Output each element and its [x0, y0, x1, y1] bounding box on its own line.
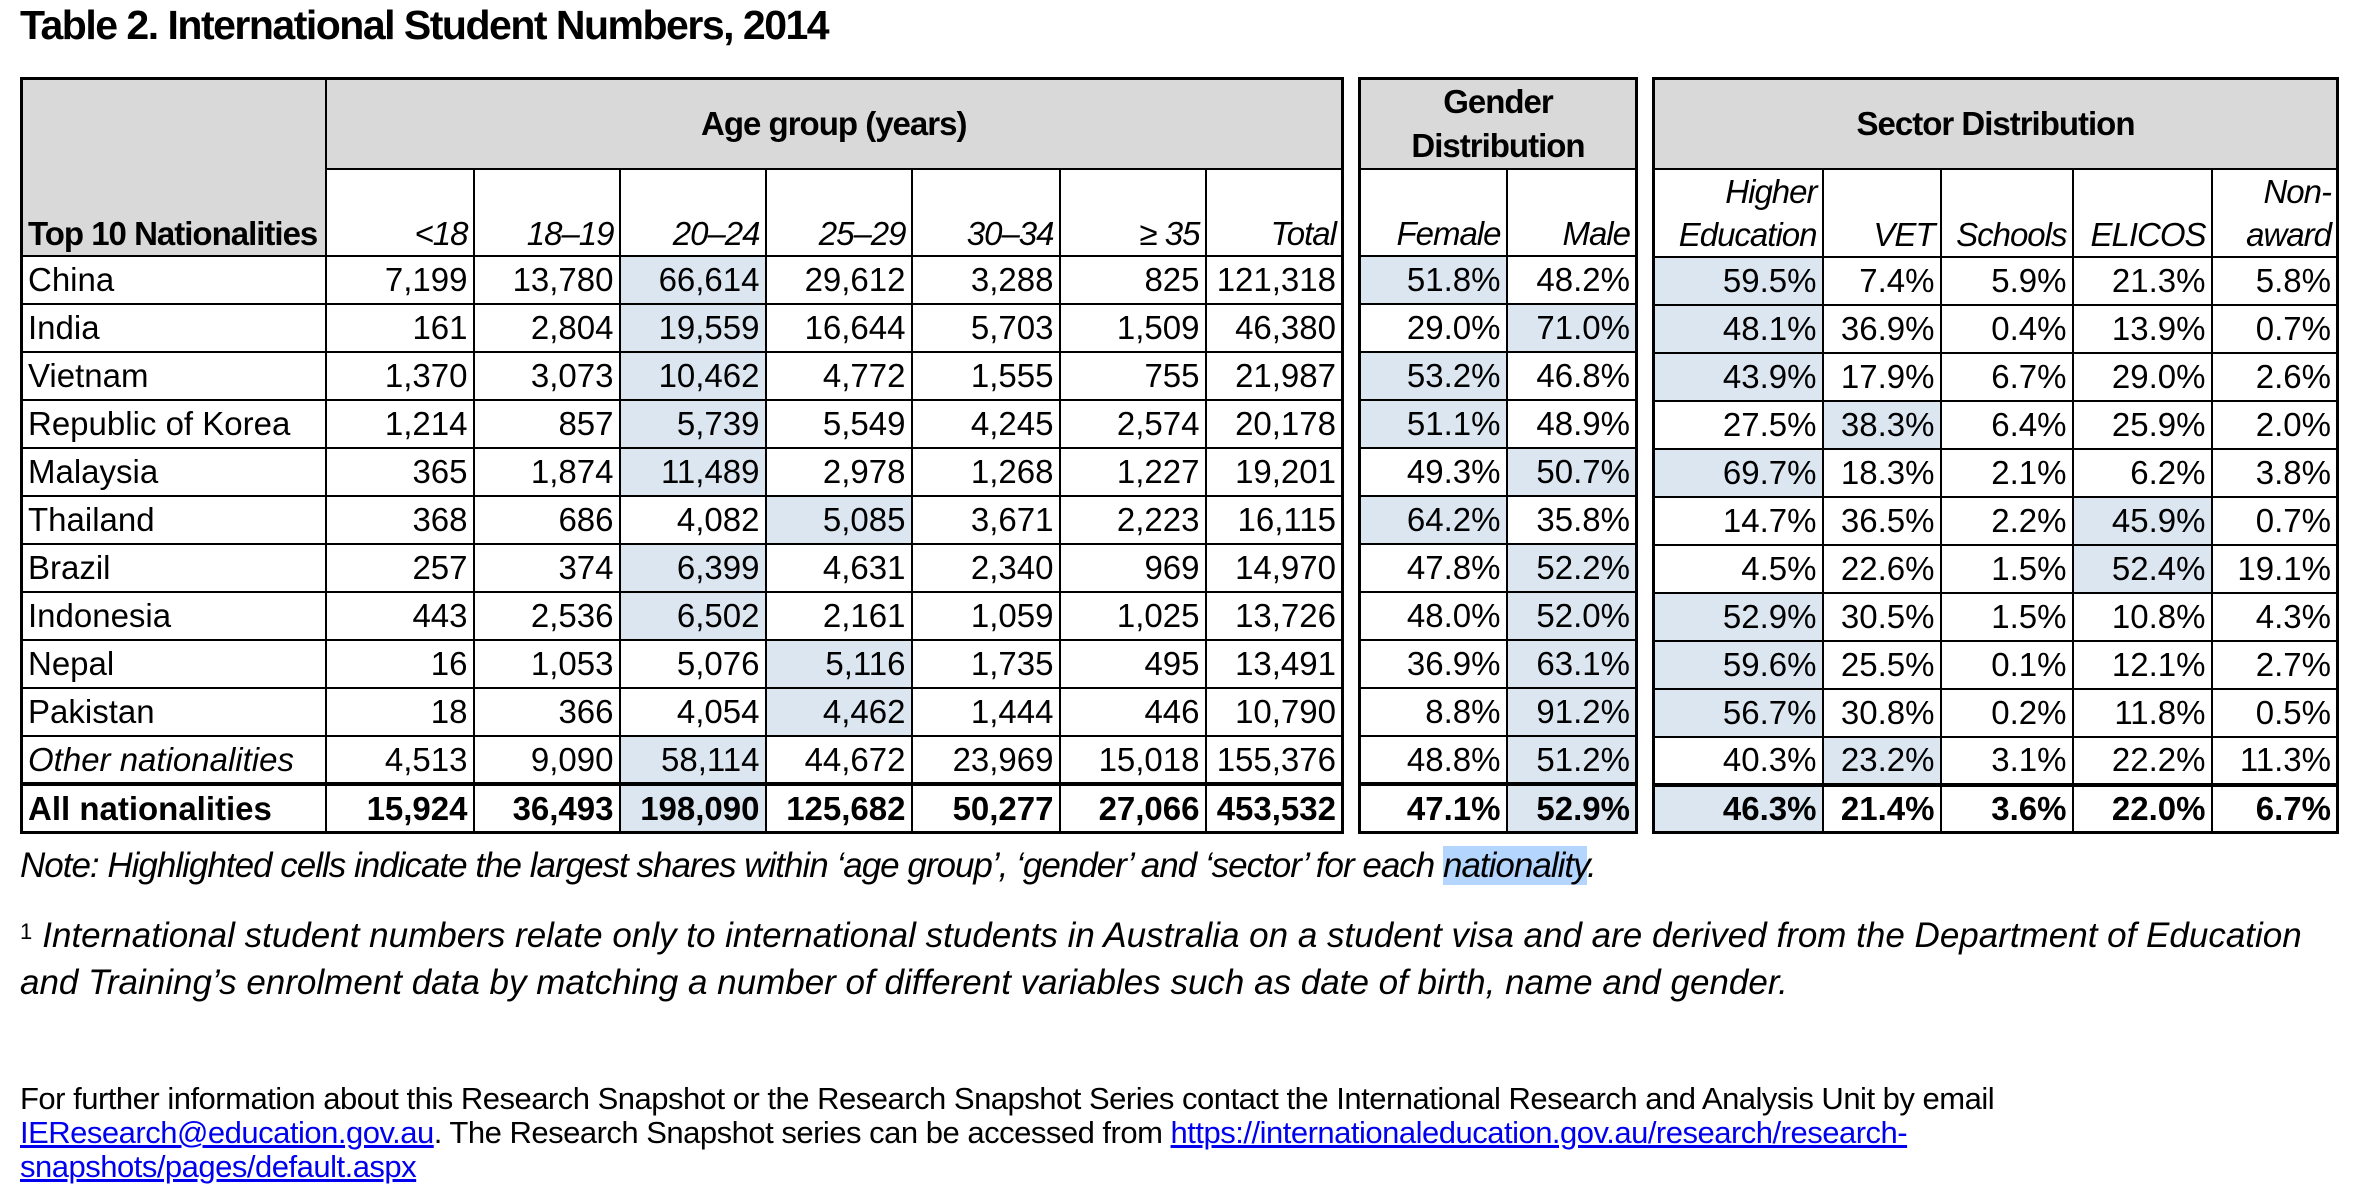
sector-value-cell: 11.8%: [2073, 689, 2212, 737]
age-value-cell: 825: [1060, 256, 1206, 304]
age-value-cell: 50,277: [912, 784, 1060, 832]
footnote-text: International student numbers relate only to international students in Australia on a student visa and are derived from the Department of Education and Training’s enrolment data by matching a number of different variables such as date of birth, name and gender.: [20, 916, 2302, 1002]
age-value-cell: 3,671: [912, 496, 1060, 544]
age-value-cell: 6,502: [620, 592, 766, 640]
nationality-cell: Thailand: [22, 496, 326, 544]
column-header: ELICOS: [2073, 169, 2212, 257]
column-header: Schools: [1941, 169, 2073, 257]
column-header: ≥ 35: [1060, 169, 1206, 256]
gender-value-cell: 52.9%: [1507, 784, 1637, 832]
nationality-cell: Nepal: [22, 640, 326, 688]
sector-value-cell: 11.3%: [2212, 737, 2338, 785]
age-value-cell: 2,536: [474, 592, 620, 640]
age-value-cell: 11,489: [620, 448, 766, 496]
age-value-cell: 2,340: [912, 544, 1060, 592]
age-value-cell: 3,288: [912, 256, 1060, 304]
sector-value-cell: 12.1%: [2073, 641, 2212, 689]
table-row: [1654, 449, 2338, 497]
table-row: [1654, 785, 2338, 833]
table-row: [22, 640, 1343, 688]
nationality-cell: Vietnam: [22, 352, 326, 400]
gender-value-cell: 51.1%: [1360, 400, 1507, 448]
table-row: [1654, 305, 2338, 353]
age-value-cell: 4,054: [620, 688, 766, 736]
age-value-cell: 4,772: [766, 352, 912, 400]
age-value-cell: 5,703: [912, 304, 1060, 352]
nationality-cell: Indonesia: [22, 592, 326, 640]
sector-value-cell: 2.1%: [1941, 449, 2073, 497]
age-value-cell: 66,614: [620, 256, 766, 304]
sector-value-cell: 46.3%: [1654, 785, 1823, 833]
sector-value-cell: 10.8%: [2073, 593, 2212, 641]
table-row: [22, 496, 1343, 544]
gender-value-cell: 52.2%: [1507, 544, 1637, 592]
nationality-cell: Pakistan: [22, 688, 326, 736]
sector-value-cell: 25.5%: [1823, 641, 1941, 689]
sector-value-cell: 4.3%: [2212, 593, 2338, 641]
sector-value-cell: 0.1%: [1941, 641, 2073, 689]
gender-value-cell: 48.8%: [1360, 736, 1507, 784]
age-value-cell: 161: [326, 304, 474, 352]
sector-value-cell: 27.5%: [1654, 401, 1823, 449]
age-value-cell: 4,631: [766, 544, 912, 592]
age-group-table: [20, 77, 1344, 834]
sector-value-cell: 22.2%: [2073, 737, 2212, 785]
age-value-cell: 14,970: [1206, 544, 1343, 592]
age-value-cell: 5,085: [766, 496, 912, 544]
age-value-cell: 155,376: [1206, 736, 1343, 784]
sector-value-cell: 0.4%: [1941, 305, 2073, 353]
gender-value-cell: 49.3%: [1360, 448, 1507, 496]
sector-value-cell: 48.1%: [1654, 305, 1823, 353]
nationality-cell: Other nationalities: [22, 736, 326, 784]
gender-value-cell: 48.0%: [1360, 592, 1507, 640]
sector-value-cell: 17.9%: [1823, 353, 1941, 401]
age-value-cell: 1,227: [1060, 448, 1206, 496]
column-header: 18–19: [474, 169, 620, 256]
table-row: [1654, 401, 2338, 449]
table-row: [22, 544, 1343, 592]
age-value-cell: 4,462: [766, 688, 912, 736]
age-value-cell: 16: [326, 640, 474, 688]
nationality-cell: Malaysia: [22, 448, 326, 496]
table-row: [1654, 641, 2338, 689]
table-row: [1654, 689, 2338, 737]
age-value-cell: 1,509: [1060, 304, 1206, 352]
age-value-cell: 453,532: [1206, 784, 1343, 832]
column-header: 20–24: [620, 169, 766, 256]
age-value-cell: 58,114: [620, 736, 766, 784]
sector-value-cell: 29.0%: [2073, 353, 2212, 401]
sector-value-cell: 0.7%: [2212, 497, 2338, 545]
gender-value-cell: 52.0%: [1507, 592, 1637, 640]
column-header: Higher Education: [1654, 169, 1823, 257]
age-value-cell: 15,018: [1060, 736, 1206, 784]
note-text: Note: Highlighted cells indicate the largest shares within ‘age group’, ‘gender’ and ‘sector’ for each: [20, 846, 1443, 885]
table-row: [22, 256, 1343, 304]
nationality-cell: China: [22, 256, 326, 304]
table-row: [1360, 256, 1637, 304]
age-value-cell: 969: [1060, 544, 1206, 592]
gender-value-cell: 51.2%: [1507, 736, 1637, 784]
age-value-cell: 857: [474, 400, 620, 448]
sector-value-cell: 22.6%: [1823, 545, 1941, 593]
age-value-cell: 15,924: [326, 784, 474, 832]
age-value-cell: 16,644: [766, 304, 912, 352]
age-value-cell: 2,804: [474, 304, 620, 352]
sector-value-cell: 69.7%: [1654, 449, 1823, 497]
sector-value-cell: 19.1%: [2212, 545, 2338, 593]
age-value-cell: 19,559: [620, 304, 766, 352]
sector-value-cell: 59.5%: [1654, 257, 1823, 305]
note-end: .: [1587, 846, 1596, 885]
age-value-cell: 27,066: [1060, 784, 1206, 832]
sector-value-cell: 21.4%: [1823, 785, 1941, 833]
table-row: [22, 784, 1343, 832]
sector-value-cell: 6.7%: [2212, 785, 2338, 833]
age-group-header: Age group (years): [326, 79, 1343, 169]
sector-value-cell: 1.5%: [1941, 545, 2073, 593]
table-row: [1654, 737, 2338, 785]
age-value-cell: 686: [474, 496, 620, 544]
age-value-cell: 1,268: [912, 448, 1060, 496]
nationality-cell: Republic of Korea: [22, 400, 326, 448]
age-value-cell: 365: [326, 448, 474, 496]
age-value-cell: 755: [1060, 352, 1206, 400]
age-value-cell: 23,969: [912, 736, 1060, 784]
age-value-cell: 13,726: [1206, 592, 1343, 640]
age-value-cell: 374: [474, 544, 620, 592]
contact-info: [20, 1082, 2070, 1184]
age-value-cell: 1,874: [474, 448, 620, 496]
sector-value-cell: 4.5%: [1654, 545, 1823, 593]
sector-value-cell: 2.0%: [2212, 401, 2338, 449]
table-row: [1360, 496, 1637, 544]
gender-value-cell: 48.9%: [1507, 400, 1637, 448]
sector-value-cell: 0.2%: [1941, 689, 2073, 737]
column-header: Non-award: [2212, 169, 2338, 257]
age-value-cell: 1,059: [912, 592, 1060, 640]
table-row: [1360, 784, 1637, 832]
sector-value-cell: 40.3%: [1654, 737, 1823, 785]
contact-text-2: . The Research Snapshot series can be accessed from: [433, 1115, 1171, 1150]
sector-value-cell: 2.2%: [1941, 497, 2073, 545]
age-value-cell: 36,493: [474, 784, 620, 832]
table-row: [1360, 448, 1637, 496]
table-row: [1654, 545, 2338, 593]
table-row: [1360, 592, 1637, 640]
table-note: [20, 846, 1596, 886]
sector-value-cell: 2.7%: [2212, 641, 2338, 689]
gender-value-cell: 91.2%: [1507, 688, 1637, 736]
footnote-marker: 1: [20, 919, 33, 944]
age-value-cell: 4,513: [326, 736, 474, 784]
gender-value-cell: 36.9%: [1360, 640, 1507, 688]
age-value-cell: 10,462: [620, 352, 766, 400]
column-header: 25–29: [766, 169, 912, 256]
sector-value-cell: 52.9%: [1654, 593, 1823, 641]
gender-value-cell: 64.2%: [1360, 496, 1507, 544]
footnote: [20, 912, 2320, 1006]
sector-value-cell: 3.1%: [1941, 737, 2073, 785]
age-value-cell: 6,399: [620, 544, 766, 592]
age-value-cell: 121,318: [1206, 256, 1343, 304]
gender-value-cell: 51.8%: [1360, 256, 1507, 304]
table-row: [1360, 400, 1637, 448]
age-value-cell: 495: [1060, 640, 1206, 688]
age-value-cell: 1,444: [912, 688, 1060, 736]
sector-value-cell: 6.4%: [1941, 401, 2073, 449]
table-row: [22, 736, 1343, 784]
sector-value-cell: 36.5%: [1823, 497, 1941, 545]
table-row: [1654, 353, 2338, 401]
note-selected-text[interactable]: nationality: [1443, 846, 1588, 885]
age-value-cell: 446: [1060, 688, 1206, 736]
gender-value-cell: 71.0%: [1507, 304, 1637, 352]
age-value-cell: 1,214: [326, 400, 474, 448]
sector-value-cell: 25.9%: [2073, 401, 2212, 449]
age-value-cell: 18: [326, 688, 474, 736]
age-value-cell: 44,672: [766, 736, 912, 784]
age-value-cell: 443: [326, 592, 474, 640]
sector-value-cell: 6.7%: [1941, 353, 2073, 401]
gender-value-cell: 46.8%: [1507, 352, 1637, 400]
table-row: [1360, 640, 1637, 688]
sector-value-cell: 45.9%: [2073, 497, 2212, 545]
table-row: [22, 592, 1343, 640]
sector-value-cell: 6.2%: [2073, 449, 2212, 497]
sector-value-cell: 13.9%: [2073, 305, 2212, 353]
column-header: Male: [1507, 169, 1637, 256]
sector-value-cell: 52.4%: [2073, 545, 2212, 593]
sector-value-cell: 0.7%: [2212, 305, 2338, 353]
table-row: [22, 688, 1343, 736]
age-value-cell: 198,090: [620, 784, 766, 832]
age-value-cell: 2,223: [1060, 496, 1206, 544]
sector-value-cell: 59.6%: [1654, 641, 1823, 689]
age-value-cell: 4,245: [912, 400, 1060, 448]
gender-value-cell: 63.1%: [1507, 640, 1637, 688]
nationality-cell: India: [22, 304, 326, 352]
age-value-cell: 5,739: [620, 400, 766, 448]
age-value-cell: 7,199: [326, 256, 474, 304]
age-value-cell: 5,076: [620, 640, 766, 688]
table-row: [1360, 352, 1637, 400]
gender-value-cell: 48.2%: [1507, 256, 1637, 304]
age-value-cell: 257: [326, 544, 474, 592]
age-value-cell: 20,178: [1206, 400, 1343, 448]
age-value-cell: 4,082: [620, 496, 766, 544]
gender-table: [1358, 77, 1638, 834]
age-value-cell: 1,735: [912, 640, 1060, 688]
sector-value-cell: 30.5%: [1823, 593, 1941, 641]
age-value-cell: 3,073: [474, 352, 620, 400]
age-value-cell: 9,090: [474, 736, 620, 784]
table-row: [1654, 593, 2338, 641]
gender-value-cell: 29.0%: [1360, 304, 1507, 352]
table-row: [22, 400, 1343, 448]
age-value-cell: 5,116: [766, 640, 912, 688]
gender-value-cell: 50.7%: [1507, 448, 1637, 496]
column-header: <18: [326, 169, 474, 256]
sector-value-cell: 21.3%: [2073, 257, 2212, 305]
gender-value-cell: 8.8%: [1360, 688, 1507, 736]
age-value-cell: 1,555: [912, 352, 1060, 400]
table-row: [1654, 257, 2338, 305]
corner-header: Top 10 Nationalities: [22, 79, 326, 256]
table-row: [22, 448, 1343, 496]
sector-header: Sector Distribution: [1654, 79, 2338, 169]
age-value-cell: 13,780: [474, 256, 620, 304]
table-row: [1360, 304, 1637, 352]
table-row: [1360, 544, 1637, 592]
table-row: [1360, 688, 1637, 736]
sector-table: [1652, 77, 2339, 834]
contact-text: For further information about this Research Snapshot or the Research Snapshot Series contact the International Research and Analysis Unit by email: [20, 1081, 1995, 1116]
research-snapshots-link[interactable]: https://internationaleducation.gov.au/research/research-snapshots/pages/default.aspx: [20, 1115, 1908, 1184]
email-link[interactable]: IEResearch@education.gov.au: [20, 1115, 434, 1150]
sector-value-cell: 56.7%: [1654, 689, 1823, 737]
age-value-cell: 125,682: [766, 784, 912, 832]
table-row: [1654, 497, 2338, 545]
age-value-cell: 1,025: [1060, 592, 1206, 640]
gender-value-cell: 47.8%: [1360, 544, 1507, 592]
age-value-cell: 366: [474, 688, 620, 736]
age-value-cell: 10,790: [1206, 688, 1343, 736]
age-value-cell: 1,053: [474, 640, 620, 688]
column-header: VET: [1823, 169, 1941, 257]
sector-value-cell: 1.5%: [1941, 593, 2073, 641]
age-value-cell: 19,201: [1206, 448, 1343, 496]
sector-value-cell: 3.8%: [2212, 449, 2338, 497]
table-title: Table 2. International Student Numbers, 2014: [20, 2, 829, 48]
column-header: Total: [1206, 169, 1343, 256]
gender-value-cell: 53.2%: [1360, 352, 1507, 400]
statistics-table: [20, 77, 2339, 834]
sector-value-cell: 23.2%: [1823, 737, 1941, 785]
age-value-cell: 368: [326, 496, 474, 544]
age-value-cell: 16,115: [1206, 496, 1343, 544]
age-value-cell: 2,978: [766, 448, 912, 496]
table-row: [22, 352, 1343, 400]
sector-value-cell: 36.9%: [1823, 305, 1941, 353]
sector-value-cell: 5.9%: [1941, 257, 2073, 305]
sector-value-cell: 3.6%: [1941, 785, 2073, 833]
sector-value-cell: 43.9%: [1654, 353, 1823, 401]
column-header: Female: [1360, 169, 1507, 256]
table-row: [22, 304, 1343, 352]
age-value-cell: 29,612: [766, 256, 912, 304]
gender-header: Gender Distribution: [1360, 79, 1637, 170]
age-value-cell: 2,161: [766, 592, 912, 640]
sector-value-cell: 30.8%: [1823, 689, 1941, 737]
sector-value-cell: 38.3%: [1823, 401, 1941, 449]
nationality-cell: All nationalities: [22, 784, 326, 832]
sector-value-cell: 22.0%: [2073, 785, 2212, 833]
sector-value-cell: 5.8%: [2212, 257, 2338, 305]
gender-value-cell: 35.8%: [1507, 496, 1637, 544]
column-header: 30–34: [912, 169, 1060, 256]
age-value-cell: 13,491: [1206, 640, 1343, 688]
gender-value-cell: 47.1%: [1360, 784, 1507, 832]
table-row: [1360, 736, 1637, 784]
sector-value-cell: 2.6%: [2212, 353, 2338, 401]
sector-value-cell: 14.7%: [1654, 497, 1823, 545]
nationality-cell: Brazil: [22, 544, 326, 592]
age-value-cell: 1,370: [326, 352, 474, 400]
sector-value-cell: 18.3%: [1823, 449, 1941, 497]
sector-value-cell: 0.5%: [2212, 689, 2338, 737]
age-value-cell: 21,987: [1206, 352, 1343, 400]
sector-value-cell: 7.4%: [1823, 257, 1941, 305]
age-value-cell: 5,549: [766, 400, 912, 448]
age-value-cell: 46,380: [1206, 304, 1343, 352]
age-value-cell: 2,574: [1060, 400, 1206, 448]
